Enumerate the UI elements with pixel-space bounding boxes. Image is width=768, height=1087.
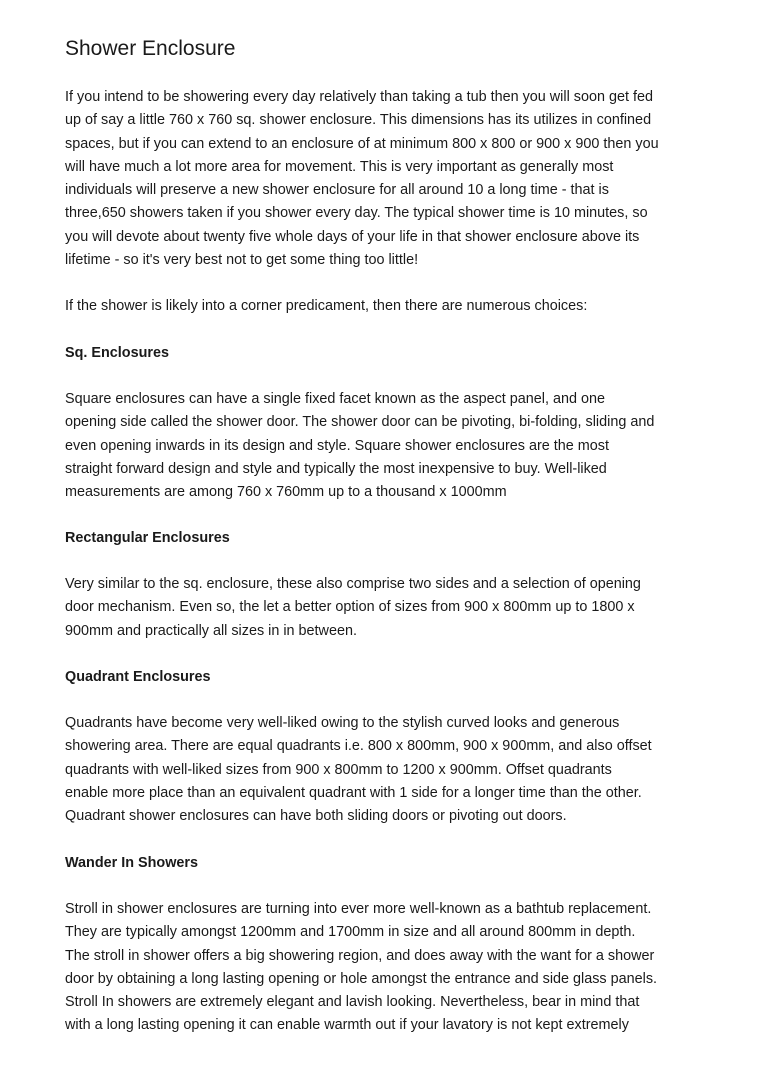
paragraph-line: will have much a lot more area for movement. This is very important as generally most [65, 158, 614, 175]
section-heading-quadrant: Quadrant Enclosures [65, 669, 211, 685]
paragraph-line: The stroll in shower offers a big showering region, and does away with the want for a shower [65, 947, 655, 964]
square-paragraph [65, 388, 715, 504]
paragraph-line: spaces, but if you can extend to an enclosure of at minimum 800 x 800 or 900 x 900 then you [65, 135, 659, 152]
paragraph-line: showering area. There are equal quadrants i.e. 800 x 800mm, 900 x 900mm, and also offset [65, 738, 652, 755]
paragraph-line: measurements are among 760 x 760mm up to a thousand x 1000mm [65, 484, 507, 501]
paragraph-line: three,650 showers taken if you shower every day. The typical shower time is 10 minutes, so [65, 205, 648, 222]
walkin-paragraph [65, 898, 715, 1038]
paragraph-line: up of say a little 760 x 760 sq. shower enclosure. This dimensions has its utilizes in confined [65, 112, 652, 129]
section-heading-rectangular: Rectangular Enclosures [65, 530, 230, 546]
section-heading-square: Sq. Enclosures [65, 345, 169, 361]
paragraph-line: Quadrant shower enclosures can have both sliding doors or pivoting out doors. [65, 808, 567, 825]
intro-paragraph [65, 86, 715, 272]
paragraph-line: Very similar to the sq. enclosure, these also comprise two sides and a selection of opening [65, 576, 641, 592]
paragraph-line: Stroll In showers are extremely elegant and lavish looking. Nevertheless, bear in mind that [65, 994, 640, 1011]
paragraph-line: opening side called the shower door. The shower door can be pivoting, bi-folding, sliding and [65, 414, 655, 431]
paragraph-line: you will devote about twenty five whole days of your life in that shower enclosure above its [65, 228, 640, 245]
paragraph-line: If the shower is likely into a corner predicament, then there are numerous choices: [65, 298, 588, 314]
paragraph-line: even opening inwards in its design and style. Square shower enclosures are the most [65, 437, 609, 454]
paragraph-line: door mechanism. Even so, the let a better option of sizes from 900 x 800mm up to 1800 x [65, 599, 635, 616]
paragraph-line: 900mm and practically all sizes in in between. [65, 622, 357, 639]
paragraph-line: straight forward design and style and typically the most inexpensive to buy. Well-liked [65, 460, 607, 477]
paragraph-line: Square enclosures can have a single fixed facet known as the aspect panel, and one [65, 391, 606, 407]
quadrant-paragraph [65, 712, 715, 828]
paragraph-line: with a long lasting opening it can enable warmth out if your lavatory is not kept extremely [65, 1017, 629, 1034]
paragraph-line: Stroll in shower enclosures are turning into ever more well-known as a bathtub replacement. [65, 901, 652, 917]
paragraph-line: They are typically amongst 1200mm and 1700mm in size and all around 800mm in depth. [65, 924, 636, 941]
paragraph-line: individuals will preserve a new shower enclosure for all around 10 a long time - that is [65, 182, 609, 199]
paragraph-line: quadrants with well-liked sizes from 900 x 800mm to 1200 x 900mm. Offset quadrants [65, 761, 612, 778]
page-title: Shower Enclosure [65, 37, 236, 60]
section-heading-walkin: Wander In Showers [65, 855, 199, 871]
paragraph-line: Quadrants have become very well-liked owing to the stylish curved looks and generous [65, 715, 620, 731]
paragraph-line: enable more place than an equivalent quadrant with 1 side for a longer time than the other. [65, 784, 642, 801]
paragraph-line: lifetime - so it's very best not to get some thing too little! [65, 252, 419, 269]
paragraph-line: If you intend to be showering every day relatively than taking a tub then you will soon get fed [65, 89, 653, 105]
rectangular-paragraph [65, 573, 715, 643]
corner-paragraph [65, 295, 715, 318]
paragraph-line: door by obtaining a long lasting opening or hole amongst the entrance and side glass panels. [65, 970, 658, 987]
